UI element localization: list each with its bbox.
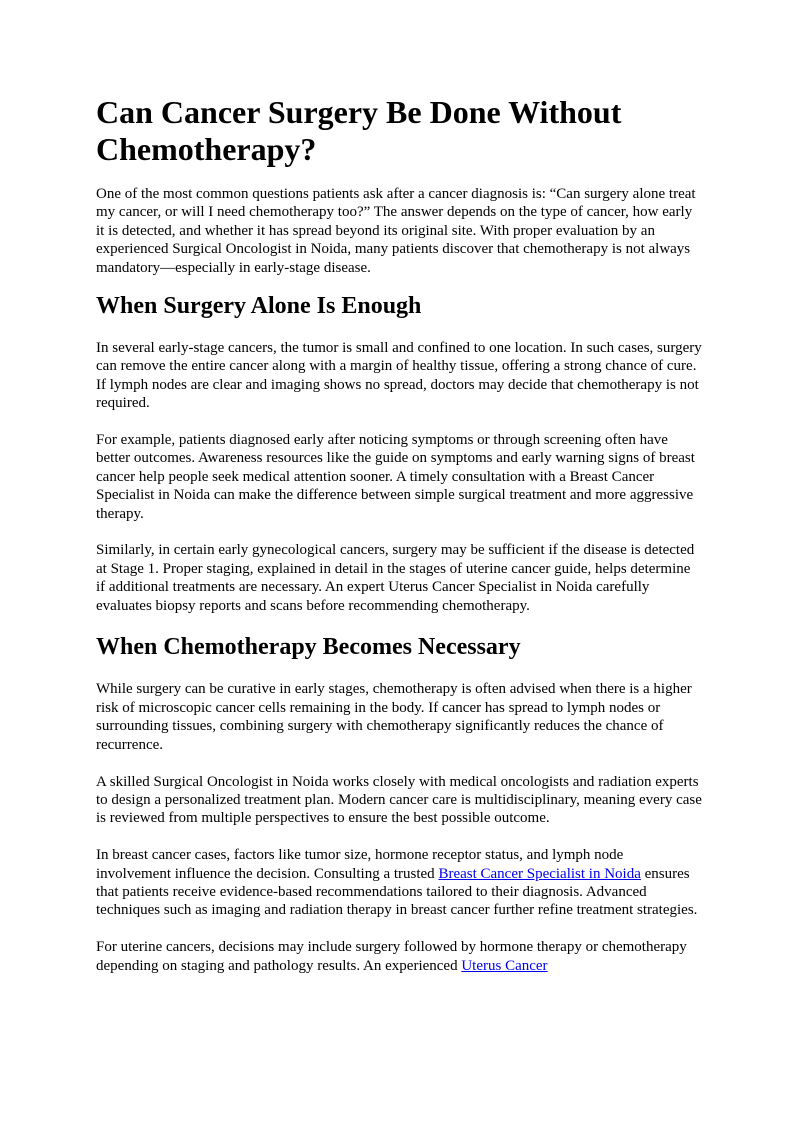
paragraph: Similarly, in certain early gynecological cancers, surgery may be sufficient if the disease is detected at Stage 1. Proper staging, explained in detail in the stages of uterine cancer guide, helps determine if additional treatments are necessary. An expert Uterus Cancer Specialist in Noida carefully evaluates biopsy reports and scans before recommending chemotherapy. bbox=[96, 542, 695, 614]
paragraph: In several early-stage cancers, the tumor is small and confined to one location. In such cases, surgery can remove the entire cancer along with a margin of healthy tissue, offering a strong chance of cure. If lymph nodes are clear and imaging shows no spread, doctors may decide that chemotherapy is not required. bbox=[96, 340, 702, 412]
paragraph-with-link bbox=[96, 938, 702, 975]
paragraph: While surgery can be curative in early stages, chemotherapy is often advised when there is a higher risk of microscopic cancer cells remaining in the body. If cancer has spread to lymph nodes or surrounding tissues, combining surgery with chemotherapy significantly reduces the chance of recurrence. bbox=[96, 681, 692, 753]
text-span: In breast cancer cases, factors like tumor size, hormone receptor status, and lymph node involvement influence the decision. Consulting a trusted bbox=[96, 847, 624, 882]
text-span: ensures that patients receive evidence-based recommendations tailored to their diagnosis. Advanced techniques such as imaging and radiation therapy in breast cancer further refine treatment strategies. bbox=[96, 865, 698, 919]
breast-cancer-specialist-link[interactable]: Breast Cancer Specialist in Noida bbox=[438, 865, 641, 882]
text-span: For uterine cancers, decisions may include surgery followed by hormone therapy or chemotherapy depending on staging and pathology results. An experienced bbox=[96, 939, 687, 974]
intro-paragraph: One of the most common questions patients ask after a cancer diagnosis is: “Can surgery alone treat my cancer, or will I need chemotherapy too?” The answer depends on the type of cancer, how early it is detected, and whether it has spread beyond its original site. With proper evaluation by an experienced Surgical Oncologist in Noida, many patients discover that chemotherapy is not always mandatory—especially in early-stage disease. bbox=[96, 186, 696, 276]
article-title: Can Cancer Surgery Be Done Without Chemotherapy? bbox=[96, 94, 622, 167]
uterus-cancer-specialist-link[interactable]: Uterus Cancer bbox=[461, 957, 548, 974]
section-heading-chemo-necessary: When Chemotherapy Becomes Necessary bbox=[96, 634, 521, 661]
document-page bbox=[96, 94, 702, 993]
paragraph-with-link bbox=[96, 846, 702, 920]
paragraph: A skilled Surgical Oncologist in Noida works closely with medical oncologists and radiation experts to design a personalized treatment plan. Modern cancer care is multidisciplinary, meaning every case is reviewed from multiple perspectives to ensure the best possible outcome. bbox=[96, 773, 702, 827]
section-heading-surgery-alone: When Surgery Alone Is Enough bbox=[96, 293, 422, 320]
paragraph: For example, patients diagnosed early after noticing symptoms or through screening often have better outcomes. Awareness resources like the guide on symptoms and early warning signs of breast cancer help people seek medical attention sooner. A timely consultation with a Breast Cancer Specialist in Noida can make the difference between simple surgical treatment and more aggressive therapy. bbox=[96, 432, 695, 522]
